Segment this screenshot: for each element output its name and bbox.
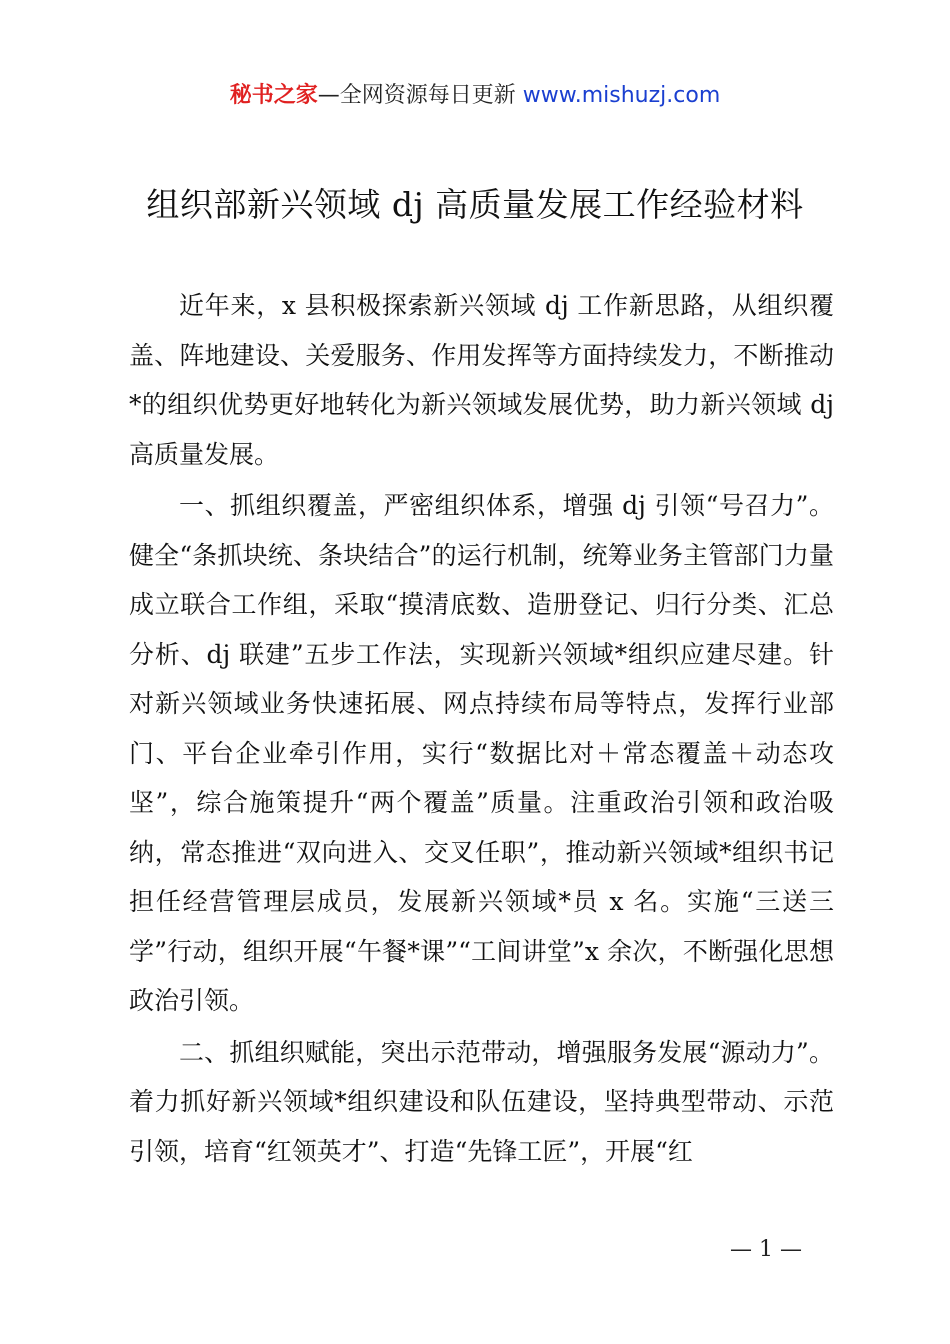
site-slogan: —全网资源每日更新 (317, 83, 516, 108)
document-body (129, 281, 834, 1176)
site-header (0, 80, 950, 112)
page-number: — 1 — (730, 1237, 802, 1262)
document-title: 组织部新兴领域 dj 高质量发展工作经验材料 (146, 185, 804, 224)
site-brand: 秘书之家 (229, 83, 318, 108)
paragraph-section-2: 二、抓组织赋能，突出示范带动，增强服务发展“源动力”。着力抓好新兴领域*组织建设和队伍建设，坚持典型带动、示范引领，培育“红领英才”、打造“先锋工匠”，开展“红 (129, 1037, 834, 1166)
site-url[interactable]: www.mishuzj.com (522, 83, 721, 108)
paragraph-section-1: 一、抓组织覆盖，严密组织体系，增强 dj 引领“号召力”。健全“条抓块统、条块结合”的运行机制，统筹业务主管部门力量成立联合工作组，采取“摸清底数、造册登记、归行分类、汇总分析、dj 联建”五步工作法，实现新兴领域*组织应建尽建。针对新兴领域业务快速拓展、网点持续布局等特点，发挥行业部门、平台企业牵引作用，实行“数据比对＋常态覆盖＋动态攻坚”，综合施策提升“两个覆盖”质量。注重政治引领和政治吸纳，常态推进“双向进入、交叉任职”，推动新兴领域*组织书记担任经营管理层成员，发展新兴领域*员 x 名。实施“三送三学”行动，组织开展“午餐*课”“工间讲堂”x 余次，不断强化思想政治引领。 (129, 491, 834, 1015)
paragraph-intro: 近年来，x 县积极探索新兴领域 dj 工作新思路，从组织覆盖、阵地建设、关爱服务、作用发挥等方面持续发力，不断推动*的组织优势更好地转化为新兴领域发展优势，助力新兴领域 dj 高质量发展。 (129, 291, 834, 469)
